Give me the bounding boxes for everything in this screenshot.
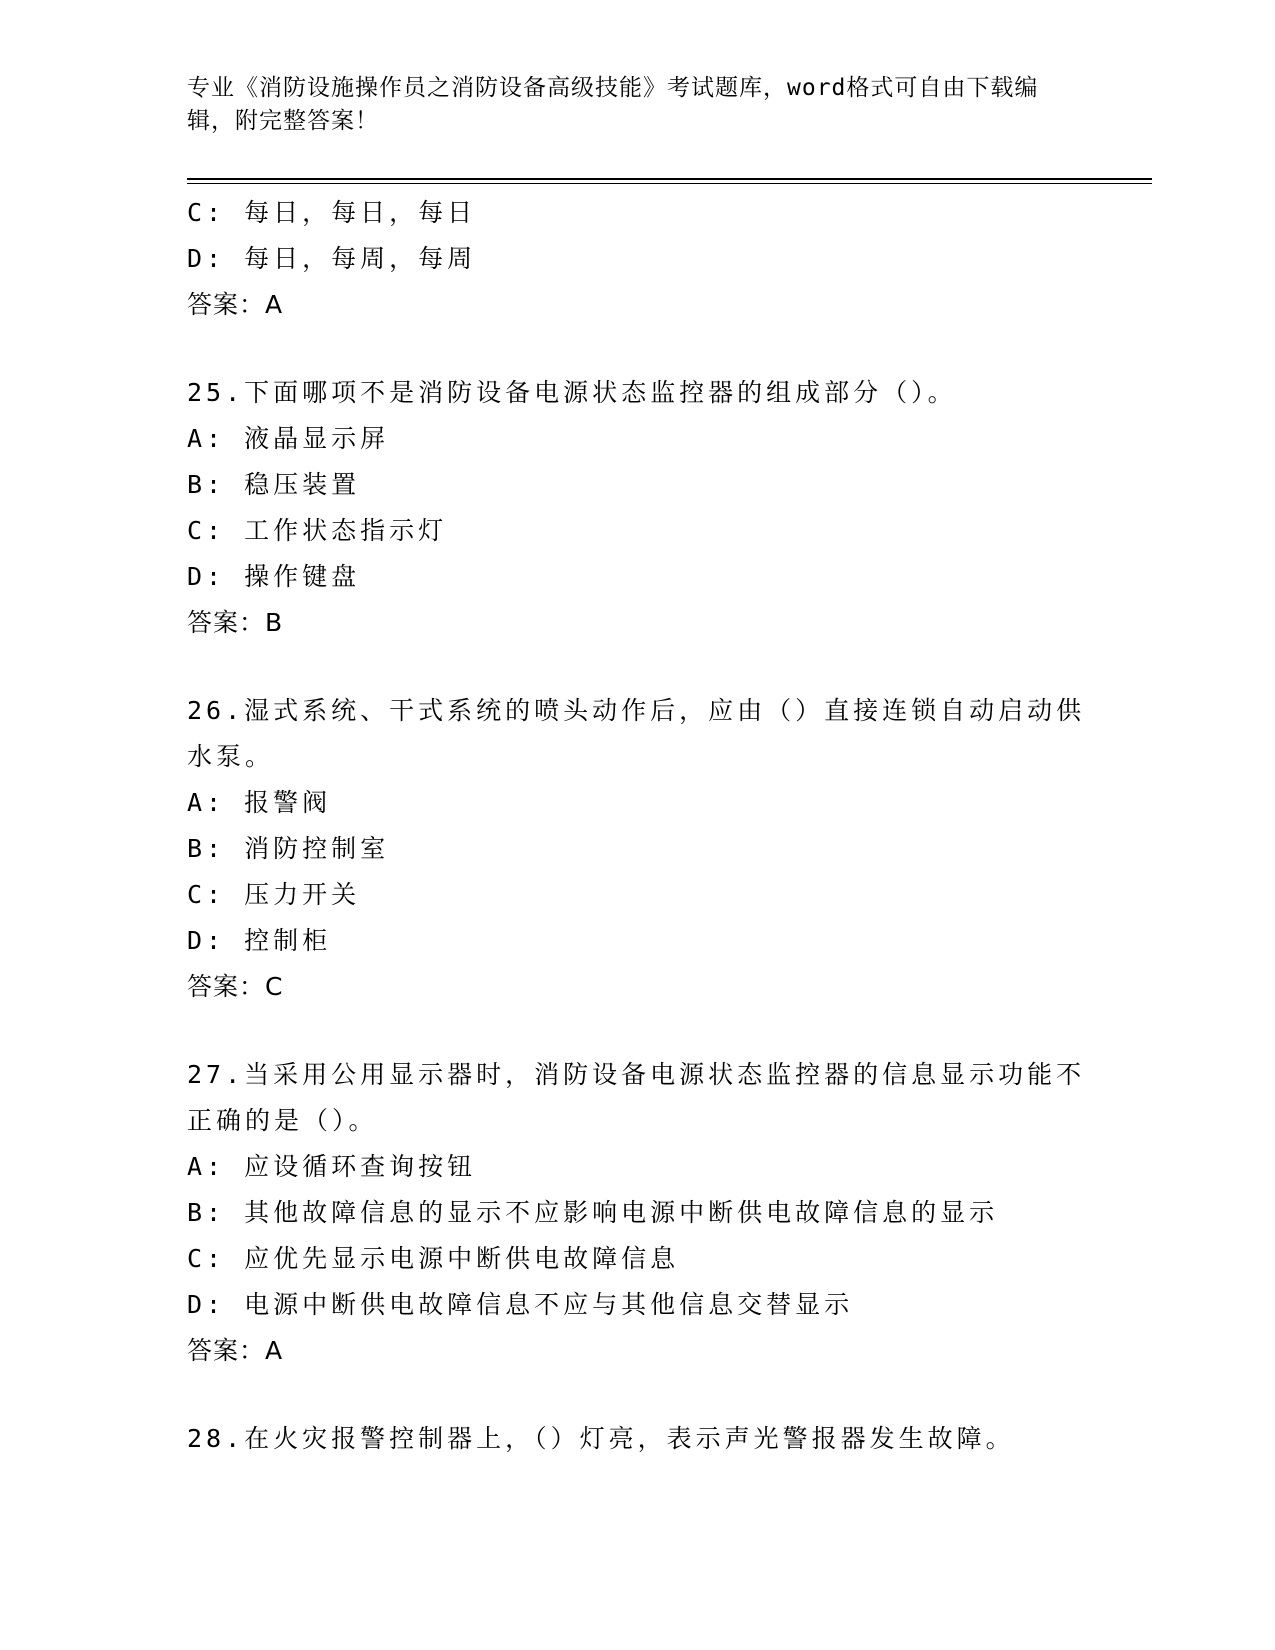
question-stem: 28.在火灾报警控制器上，（）灯亮，表示声光警报器发生故障。 xyxy=(187,1424,1015,1453)
option-c: C: 工作状态指示灯 xyxy=(187,516,448,545)
question-stem: 27.当采用公用显示器时，消防设备电源状态监控器的信息显示功能不正确的是（）。 xyxy=(187,1060,1086,1135)
option-c: C: 应优先显示电源中断供电故障信息 xyxy=(187,1244,680,1273)
option-a: A: 应设循环查询按钮 xyxy=(187,1152,477,1181)
document-header: 专业《消防设施操作员之消防设备高级技能》考试题库，word格式可自由下载编辑，附完整答案！ xyxy=(187,75,1039,134)
question-27 xyxy=(187,1052,1087,1374)
option-b: B: 其他故障信息的显示不应影响电源中断供电故障信息的显示 xyxy=(187,1198,999,1227)
option-d: D: 操作键盘 xyxy=(187,562,361,591)
answer: 答案：A xyxy=(187,290,284,319)
option-b: B: 消防控制室 xyxy=(187,834,390,863)
answer: 答案：A xyxy=(187,1336,284,1365)
option-a: A: 液晶显示屏 xyxy=(187,424,390,453)
option-b: B: 稳压装置 xyxy=(187,470,361,499)
answer: 答案：B xyxy=(187,608,284,637)
header-rule-thick xyxy=(187,178,1152,180)
option-d: D: 控制柜 xyxy=(187,926,332,955)
header-rule-thin xyxy=(187,183,1152,184)
question-25 xyxy=(187,370,1087,646)
option-d: D: 电源中断供电故障信息不应与其他信息交替显示 xyxy=(187,1290,854,1319)
question-stem: 26.湿式系统、干式系统的喷头动作后，应由（）直接连锁自动启动供水泵。 xyxy=(187,696,1086,771)
option-c: C: 每日，每日，每日 xyxy=(187,198,477,227)
option-c: C: 压力开关 xyxy=(187,880,361,909)
answer: 答案：C xyxy=(187,972,284,1001)
option-d: D: 每日，每周，每周 xyxy=(187,244,477,273)
question-24-continued xyxy=(187,190,1087,328)
option-a: A: 报警阀 xyxy=(187,788,332,817)
question-28 xyxy=(187,1416,1087,1462)
question-26 xyxy=(187,688,1087,1010)
question-stem: 25.下面哪项不是消防设备电源状态监控器的组成部分（）。 xyxy=(187,378,957,407)
question-list xyxy=(187,190,1087,1462)
